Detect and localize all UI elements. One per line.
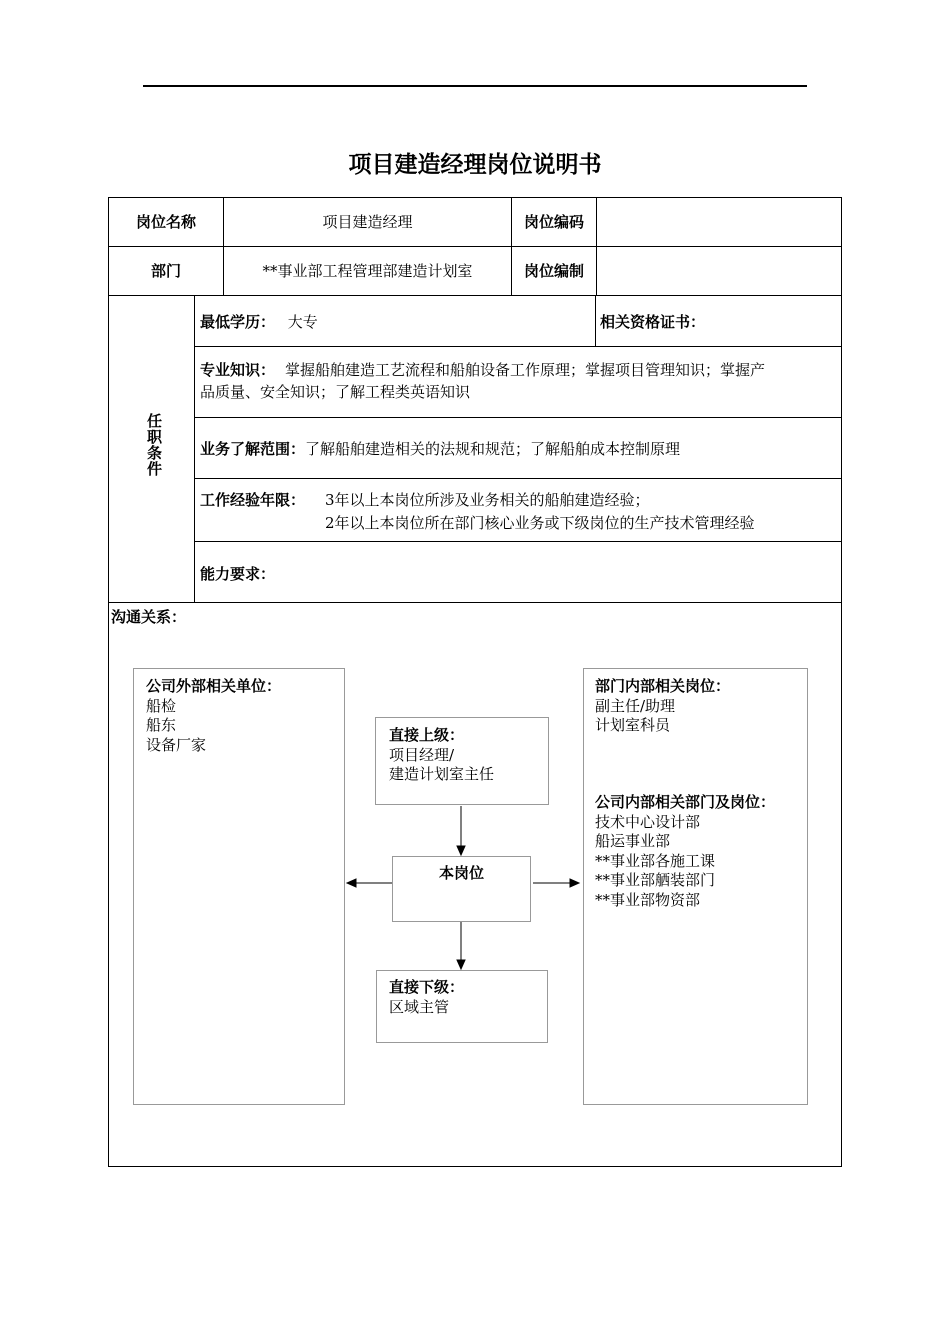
list-item: **事业部各施工课	[595, 851, 716, 870]
education-value: 大专	[287, 313, 318, 331]
arrowhead-down-icon	[457, 960, 465, 969]
list-item: 船东	[146, 716, 177, 734]
internal-company-heading: 公司内部相关部门及岗位：	[595, 793, 776, 811]
self-position-label: 本岗位	[438, 864, 484, 882]
list-item: **事业部物资部	[595, 890, 701, 909]
list-item: 船运事业部	[595, 832, 671, 850]
experience-value-line2: 2年以上本岗位所在部门核心业务或下级岗位的生产技术管理经验	[325, 514, 755, 532]
qualifications-section-label: 任职条件	[145, 413, 163, 477]
knowledge-value-line2: 品质量、安全知识；了解工程类英语知识	[200, 383, 471, 401]
experience-label: 工作经验年限：	[200, 491, 306, 509]
position-code-label: 岗位编码	[523, 213, 584, 231]
department-label: 部门	[150, 262, 181, 280]
arrowhead-down-icon	[457, 846, 465, 855]
list-item: 船检	[146, 696, 177, 715]
list-item: **事业部舾装部门	[595, 871, 716, 889]
business-value: 了解船舶建造相关的法规和规范；了解船舶成本控制原理	[305, 440, 681, 458]
experience-value-line1: 3年以上本岗位所涉及业务相关的船舶建造经验；	[325, 491, 650, 509]
certificate-label: 相关资格证书：	[600, 313, 706, 331]
education-label: 最低学历：	[200, 313, 276, 331]
subordinate-heading: 直接下级：	[389, 978, 465, 996]
arrowhead-right-icon	[570, 879, 579, 887]
knowledge-label: 专业知识：	[200, 361, 276, 379]
ability-label: 能力要求：	[200, 565, 276, 583]
communication-label: 沟通关系：	[111, 608, 187, 626]
knowledge-value-line1: 掌握船舶建造工艺流程和船舶设备工作原理；掌握项目管理知识；掌握产	[285, 361, 766, 379]
list-item: 项目经理/	[389, 745, 455, 764]
position-quota-label: 岗位编制	[523, 262, 584, 280]
external-units-heading: 公司外部相关单位：	[146, 677, 282, 695]
list-item: 技术中心设计部	[595, 812, 701, 831]
arrowhead-left-icon	[347, 879, 356, 887]
position-name-value: 项目建造经理	[322, 213, 413, 231]
business-label: 业务了解范围：	[200, 440, 306, 458]
department-value: **事业部工程管理部建造计划室	[262, 262, 473, 280]
list-item: 设备厂家	[146, 735, 207, 754]
position-name-label: 岗位名称	[135, 213, 196, 231]
list-item: 副主任/助理	[595, 696, 676, 715]
page-title: 项目建造经理岗位说明书	[348, 152, 602, 178]
superior-heading: 直接上级：	[389, 726, 465, 744]
internal-dept-heading: 部门内部相关岗位：	[595, 677, 731, 695]
list-item: 计划室科员	[595, 716, 671, 734]
list-item: 区域主管	[389, 997, 450, 1016]
list-item: 建造计划室主任	[389, 765, 495, 783]
